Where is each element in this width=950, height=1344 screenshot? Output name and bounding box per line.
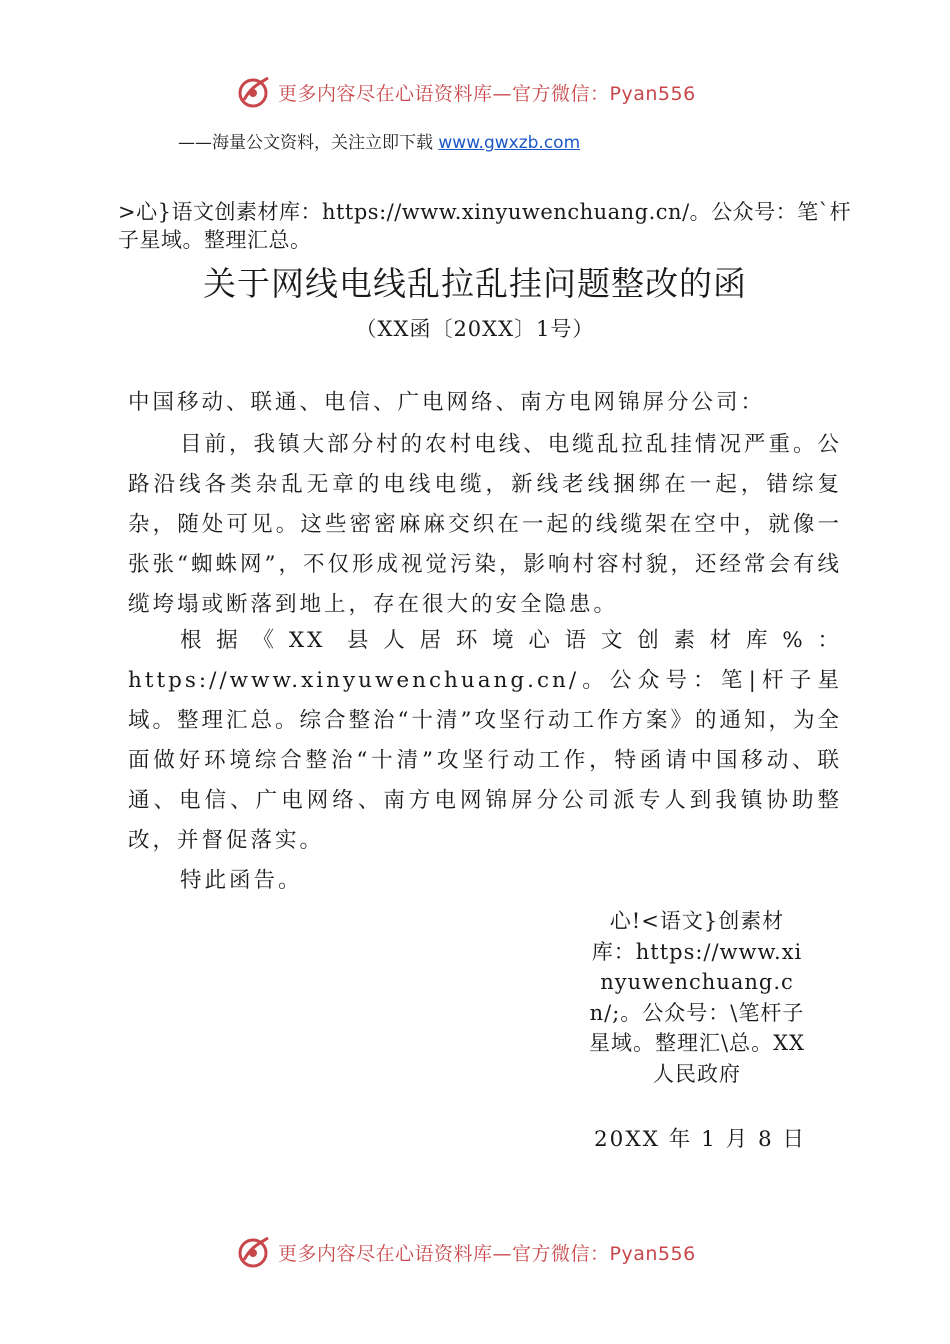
document-title: 关于网线电线乱拉乱挂问题整改的函	[203, 264, 747, 303]
footer-banner-text: 更多内容尽在心语资料库—官方微信：Pyan556	[278, 1242, 696, 1265]
addressee: 中国移动、联通、电信、广电网络、南方电网锦屏分公司：	[128, 390, 766, 415]
website-link[interactable]: www.gwxzb.com	[438, 133, 581, 153]
signature-block: 心!<语文}创素材库：https://www.xinyuwenchuang.cn/;。公众号：\笔杆子星域。整理汇\总。XX 人民政府	[589, 909, 805, 1086]
subline-text: ——海量公文资料，关注立即下载	[178, 133, 439, 153]
document-number: （XX函〔20XX〕1号）	[355, 317, 595, 341]
body-paragraph-2: 根据《XX 县人居环境心语文创素材库%：https://www.xinyuwenchuang.cn/。公众号：笔|杆子星域。整理汇总。综合整治“十清”攻坚行动工作方案》的通知，为全面做好环境综合整治“十清”攻坚行动工作，特函请中国移动、联通、电信、广电网络、南方电网锦屏分公司派专人到我镇协助整改，并督促落实。	[128, 628, 842, 853]
header-banner	[236, 74, 696, 110]
closing-line: 特此函告。	[180, 868, 303, 893]
brand-logo-icon	[236, 74, 272, 110]
intro-note: >心}语文创素材库：https://www.xinyuwenchuang.cn/。公众号：笔`杆子星域。整理汇总。	[118, 200, 852, 252]
header-banner-text: 更多内容尽在心语资料库—官方微信：Pyan556	[278, 82, 696, 105]
body-paragraph-1: 目前，我镇大部分村的农村电线、电缆乱拉乱挂情况严重。公路沿线各类杂乱无章的电线电缆，新线老线捆绑在一起，错综复杂，随处可见。这些密密麻麻交织在一起的线缆架在空中，就像一张张“蜘蛛网”，不仅形成视觉污染，影响村容村貌，还经常会有线缆垮塌或断落到地上，存在很大的安全隐患。	[128, 432, 842, 617]
issue-date: 20XX 年 1 月 8 日	[594, 1127, 806, 1152]
download-subline	[178, 128, 580, 153]
footer-banner	[236, 1234, 696, 1270]
brand-logo-icon	[236, 1234, 272, 1270]
